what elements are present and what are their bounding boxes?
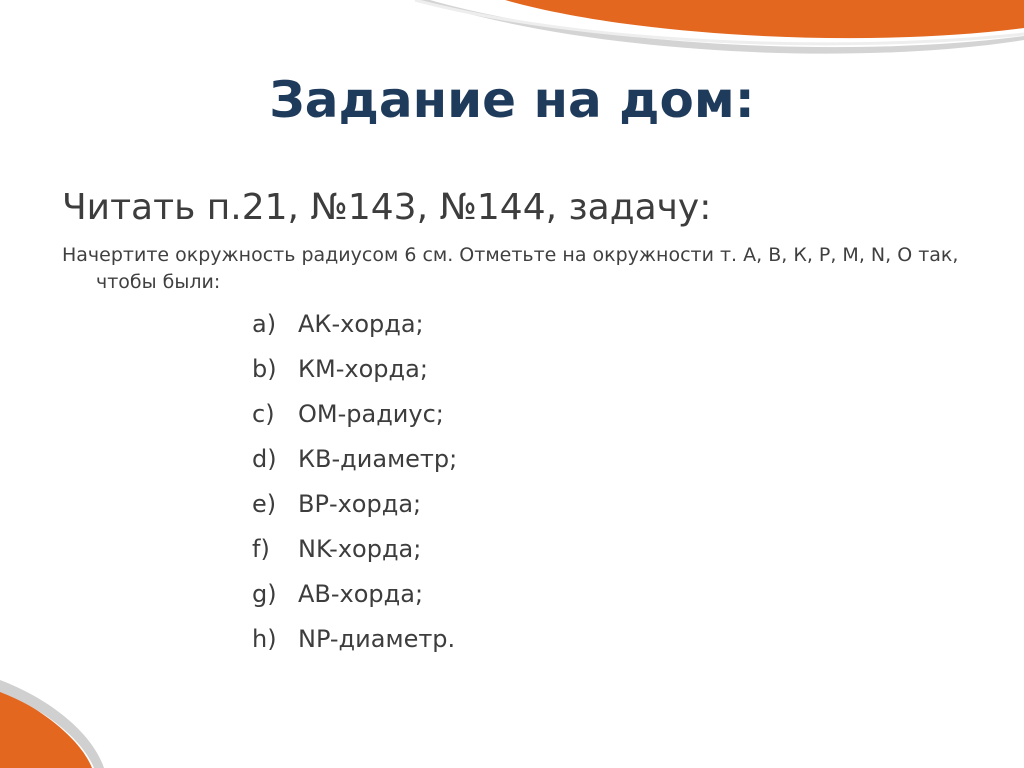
conditions-list <box>252 302 457 662</box>
top-right-swoosh <box>415 0 1024 54</box>
list-item-letter: a) <box>252 310 277 338</box>
list-item-letter: c) <box>252 400 275 428</box>
list-item-text: АК-хорда; <box>298 310 424 338</box>
list-item-text: КВ-диаметр; <box>298 445 458 473</box>
list-item-text: КМ-хорда; <box>298 355 428 383</box>
list-item <box>252 482 457 527</box>
page-title: Задание на дом: <box>269 71 755 129</box>
list-item-letter: f) <box>252 535 270 563</box>
bottom-left-swoosh <box>0 680 104 768</box>
list-item <box>252 347 457 392</box>
list-item-letter: d) <box>252 445 277 473</box>
list-item-text: АВ-хорда; <box>298 580 424 608</box>
list-item-text: ОМ-радиус; <box>298 400 444 428</box>
list-item <box>252 392 457 437</box>
list-item <box>252 437 457 482</box>
list-item-text: NP-диаметр. <box>298 625 456 653</box>
list-item-letter: h) <box>252 625 277 653</box>
task-heading: Читать п.21, №143, №144, задачу: <box>62 187 712 228</box>
list-item-text: NK-хорда; <box>298 535 422 563</box>
list-item <box>252 572 457 617</box>
list-item <box>252 617 457 662</box>
list-item <box>252 527 457 572</box>
list-item-letter: e) <box>252 490 277 518</box>
list-item-letter: b) <box>252 355 277 383</box>
task-description: Начертите окружность радиусом 6 см. Отметьте на окружности т. А, В, К, Р, М, N, О так, чтобы были: <box>62 244 959 293</box>
list-item-letter: g) <box>252 580 277 608</box>
list-item-text: ВР-хорда; <box>298 490 422 518</box>
list-item <box>252 302 457 347</box>
